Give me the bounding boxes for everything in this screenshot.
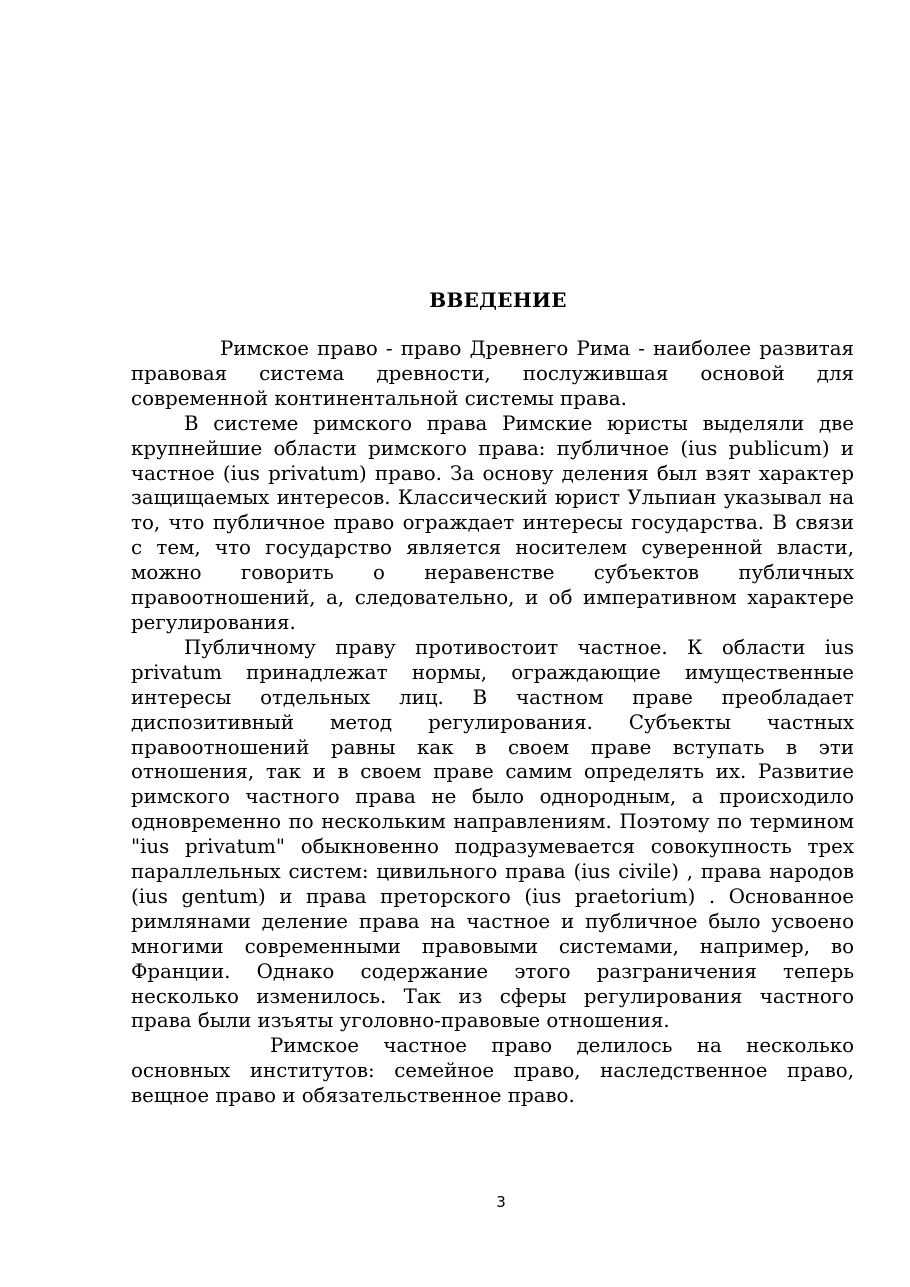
page-number: 3 [496, 1193, 506, 1211]
page-title: ВВЕДЕНИЕ [429, 288, 567, 312]
document-body [131, 337, 854, 1109]
paragraph-intro: Римское право - право Древнего Рима - наиболее развитая правовая система древности, послужившая основой для современной континентальной системы права. [131, 337, 854, 410]
paragraph-institutes: Римское частное право делилось на несколько основных институтов: семейное право, наследственное право, вещное право и обязательственное право. [131, 1034, 854, 1108]
paragraph-public-private: В системе римского права Римские юристы выделяли две крупнейшие области римского права: публичное (ius publicum) и частное (ius privatum) право. За основу деления был взят характер защищаемых интересов. Классический юрист Ульпиан указывал на то, что публичное право ограждает интересы государства. В связи с тем, что государство является носителем суверенной власти, можно говорить о неравенстве субъектов публичных правоотношений, а, следовательно, и об императивном характере регулирования. [131, 411, 854, 634]
paragraph-private-law: Публичному праву противостоит частное. К области ius privatum принадлежат нормы, ограждающие имущественные интересы отдельных лиц. В частном праве преобладает диспозитивный метод регулирования. Субъекты частных правоотношений равны как в своем праве вступать в эти отношения, так и в своем праве самим определять их. Развитие римского частного права не было однородным, а происходило одновременно по нескольким направлениям. Поэтому по термином "ius privatum" обыкновенно подразумевается совокупность трех параллельных систем: цивильного права (ius civile) , права народов (ius gentum) и права преторского (ius praetorium) . Основанное римлянами деление права на частное и публичное было усвоено многими современными правовыми системами, например, во Франции. Однако содержание этого разграничения теперь несколько изменилось. Так из сферы регулирования частного права были изъяты уголовно-правовые отношения. [131, 635, 854, 1033]
